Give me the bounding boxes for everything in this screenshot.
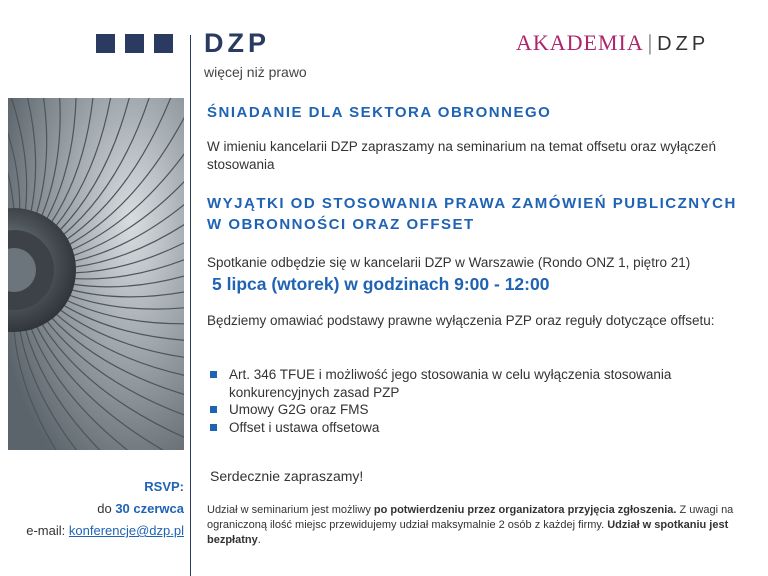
email-link[interactable]: konferencje@dzp.pl <box>68 523 184 538</box>
rsvp-deadline: 30 czerwca <box>115 501 184 516</box>
akademia-separator: | <box>647 30 654 55</box>
list-item: Umowy G2G oraz FMS <box>207 401 727 419</box>
logo-square-1 <box>96 34 115 53</box>
closing-text: Serdecznie zapraszamy! <box>210 468 364 484</box>
topics-list <box>207 366 727 436</box>
logo-square-3 <box>154 34 173 53</box>
square-bullet-icon <box>210 371 217 378</box>
vertical-divider <box>190 35 191 576</box>
list-item: Art. 346 TFUE i możliwość jego stosowania w celu wyłączenia stosowania konkurencyjnych zasad PZP <box>207 366 727 401</box>
seminar-title: WYJĄTKI OD STOSOWANIA PRAWA ZAMÓWIEŃ PUBLICZNYCH W OBRONNOŚCI ORAZ OFFSET <box>207 195 737 233</box>
akademia-text: AKADEMIA <box>516 30 644 55</box>
tagline: więcej niż prawo <box>204 64 307 80</box>
rsvp-block: RSVP: do 30 czerwca e-mail: konferencje@dzp.pl <box>26 479 184 538</box>
logo-square-2 <box>125 34 144 53</box>
list-item: Offset i ustawa offsetowa <box>207 419 727 437</box>
rsvp-label: RSVP: <box>144 479 184 494</box>
participation-note: Udział w seminarium jest możliwy po potwierdzeniu przez organizatora przyjęcia zgłoszenia. Z uwagi na ograniczoną ilość miejsc przewidujemy udział maksymalnie 2 osób z każdej firmy. Udział w spotkaniu jest bezpłatny. <box>207 504 734 546</box>
intro-text: W imieniu kancelarii DZP zapraszamy na seminarium na temat offsetu oraz wyłączeń stosowania <box>207 139 716 172</box>
topics-intro: Będziemy omawiać podstawy prawne wyłączenia PZP oraz reguły dotyczące offsetu: <box>207 313 715 328</box>
venue-text: Spotkanie odbędzie się w kancelarii DZP w Warszawie (Rondo ONZ 1, piętro 21) <box>207 255 691 270</box>
dzp-logo: DZP <box>204 28 270 58</box>
square-bullet-icon <box>210 406 217 413</box>
turbine-image <box>8 98 184 450</box>
event-heading: ŚNIADANIE DLA SEKTORA OBRONNEGO <box>207 104 552 121</box>
event-date: 5 lipca (wtorek) w godzinach 9:00 - 12:00 <box>212 274 550 294</box>
square-bullet-icon <box>210 424 217 431</box>
akademia-dzp-logo <box>516 30 709 57</box>
akademia-dzp-text: DZP <box>657 33 710 55</box>
